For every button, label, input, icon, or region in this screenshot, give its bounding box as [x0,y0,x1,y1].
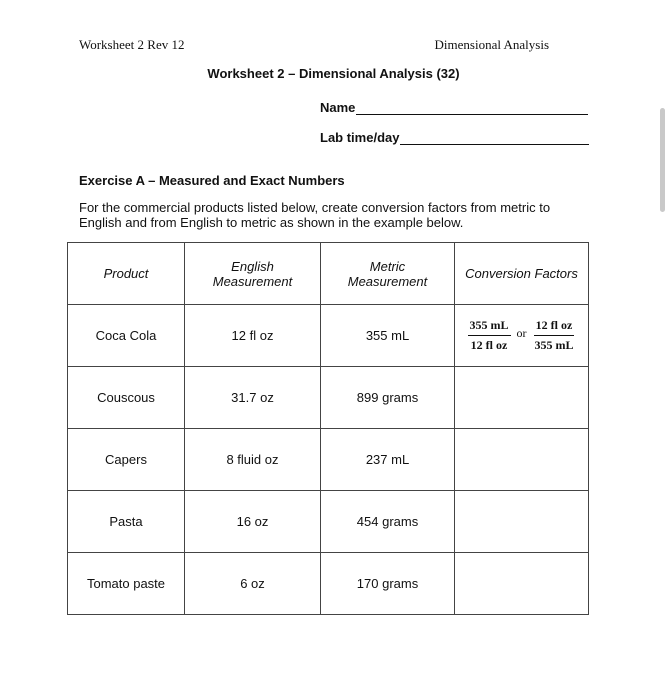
page-title: Worksheet 2 – Dimensional Analysis (32) [207,66,460,81]
cell-product: Tomato paste [68,553,185,615]
or-label: or [516,326,527,340]
conversion-example [455,318,588,353]
fraction-english-over-metric [533,318,576,353]
header-metric-text: Metric Measurement [347,258,428,289]
header-english [185,243,321,305]
cell-conversion-blank[interactable] [455,429,589,491]
cell-metric: 170 grams [321,553,455,615]
fraction-denominator: 355 mL [534,338,574,352]
cell-english: 6 oz [185,553,321,615]
cell-product: Coca Cola [68,305,185,367]
header-english-text: English Measurement [212,258,293,289]
header-right: Dimensional Analysis [434,37,549,52]
fraction-numerator: 12 fl oz [534,318,575,336]
table-header-row [68,243,589,305]
table-row [68,305,589,367]
fraction-metric-over-english [468,318,511,353]
lab-time-blank-line[interactable] [400,132,589,145]
name-label: Name [320,100,356,115]
cell-conversion-example [455,305,589,367]
cell-conversion-blank[interactable] [455,367,589,429]
table-row [68,429,589,491]
scrollbar[interactable] [660,108,665,212]
cell-english: 12 fl oz [185,305,321,367]
table-row [68,491,589,553]
conversion-table [67,242,589,615]
header-product: Product [68,243,185,305]
header-metric [321,243,455,305]
cell-english: 16 oz [185,491,321,553]
cell-english: 31.7 oz [185,367,321,429]
name-field[interactable] [320,100,588,115]
name-blank-line[interactable] [356,102,588,115]
cell-product: Pasta [68,491,185,553]
fraction-denominator: 12 fl oz [470,338,508,352]
fraction-numerator: 355 mL [468,318,511,336]
lab-time-field[interactable] [320,130,589,145]
table-row [68,367,589,429]
exercise-heading: Exercise A – Measured and Exact Numbers [79,173,345,188]
cell-conversion-blank[interactable] [455,553,589,615]
header-conversion: Conversion Factors [455,243,589,305]
cell-metric: 237 mL [321,429,455,491]
cell-conversion-blank[interactable] [455,491,589,553]
exercise-instructions: For the commercial products listed below, create conversion factors from metric to English and from English to metric as shown in the example below. [79,200,551,230]
cell-product: Couscous [68,367,185,429]
lab-time-label: Lab time/day [320,130,400,145]
cell-english: 8 fluid oz [185,429,321,491]
header-left: Worksheet 2 Rev 12 [79,37,185,52]
cell-metric: 355 mL [321,305,455,367]
cell-metric: 899 grams [321,367,455,429]
table-row [68,553,589,615]
cell-product: Capers [68,429,185,491]
cell-metric: 454 grams [321,491,455,553]
